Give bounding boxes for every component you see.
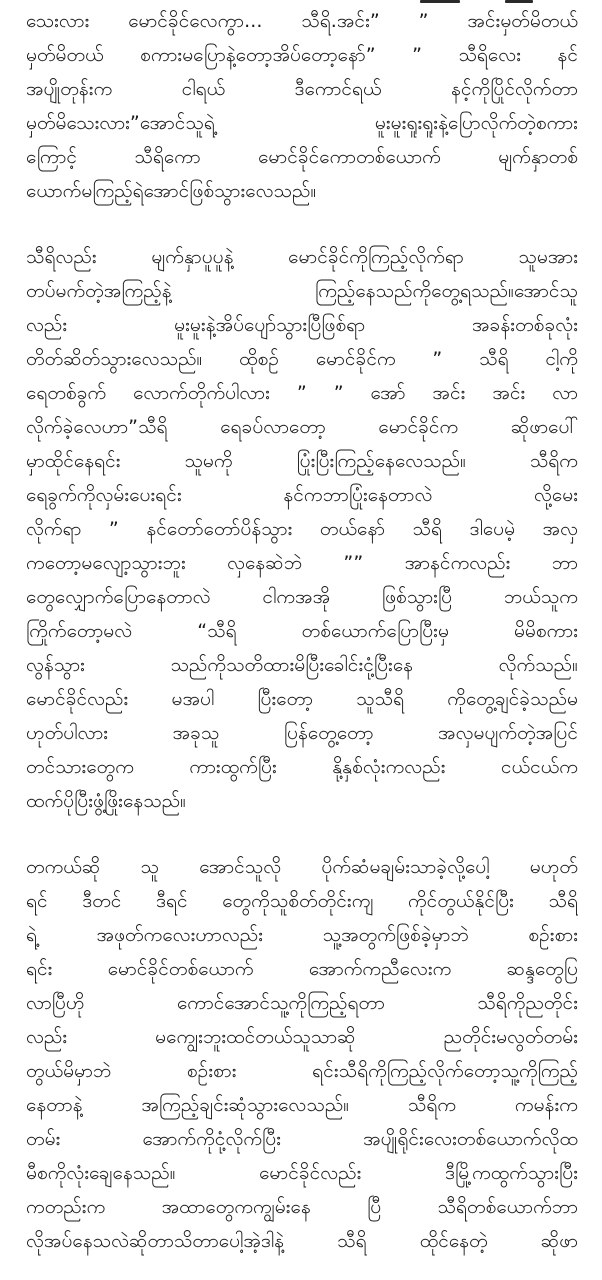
text-line: တမ်း အောက်ကိုငုံ့လိုက်ပြီး အပျိုရိုင်းလေးတစ်ယောက်လိုထ (26, 1128, 578, 1150)
text-line: ရဲ့ အဖုတ်ကလေးဟာလည်း သူ့အတွက်ဖြစ်ခဲ့မှာဘဲ စဉ်းစား (26, 924, 578, 946)
text-line: လွန်သွား သည်ကိုသတိထားမိပြီးခေါင်းငုံ့ပြီးနေ လိုက်သည်။ (26, 654, 578, 676)
text-line: ကတော့မလျော့သွားဘူး လှနေဆဲဘဲ ”” အာနင်ကလည်း ဘာ (26, 552, 578, 574)
paragraph (26, 850, 578, 1258)
text-line: လာပြီဟို ကောင်အောင်သူ့ကိုကြည့်ရတာ သီရိကိုညတိုင်း (26, 992, 578, 1014)
status-bar-icon (505, 0, 533, 3)
text-line: လိုက်ခဲ့လေဟာ”သီရိ ရေခပ်လာတော့ မောင်ခိုင်က ဆိုဖာပေါ် (26, 416, 578, 438)
text-line: မှတ်မိသေးလား”အောင်သူရဲ့ မူးမူးရူးရူးနဲ့ပြောလိုက်တဲ့စကား (26, 112, 578, 134)
text-line: ဟုတ်ပါလား အခုသူ ပြန်တွေ့တော့ အလှမပျက်တဲ့အပြင် (26, 722, 578, 744)
text-line: နေတာနဲ့ အကြည့်ချင်းဆုံသွားလေသည်။ သီရိက ကမန်းက (26, 1094, 578, 1116)
text-line: လိုအပ်နေသလဲဆိုတာသိတာပေါ့အဲ့ဒါနဲ့ သီရိ ထိုင်နေတဲ့ ဆိုဖာ (26, 1230, 578, 1252)
text-line: လည်း မကျွေးဘူးထင်တယ်သူသာဆို ညတိုင်းမလွတ်တမ်း (26, 1026, 578, 1048)
text-line: ယောက်မကြည့်ရဲအောင်ဖြစ်သွားလေသည်။ (26, 180, 317, 202)
text-line: ရေခွက်ကိုလှမ်းပေးရင်း နင်ကဘာပြုံးနေတာလဲ လို့မေး (26, 484, 578, 506)
text-line: သီရိလည်း မျက်နှာပူပူနဲ့ မောင်ခိုင်ကိုကြည့်လိုက်ရာ သူမအား (26, 246, 578, 268)
text-line: တွယ်မိမှာဘဲ စဉ်းစား ရင်းသီရိကိုကြည့်လိုက်တော့သူ့ကိုကြည့် (26, 1060, 578, 1082)
text-line: တပ်မက်တဲ့အကြည့်နဲ့ ကြည့်နေသည်ကိုတွေ့ရသည်။အောင်သူ (26, 280, 578, 302)
text-line: ရင်း မောင်ခိုင်တစ်ယောက် အောက်ကညီလေးက ဆန္ဒတွေပြ (26, 958, 578, 980)
text-line: တကယ်ဆို သူ အောင်သူလို ပိုက်ဆံမချမ်းသာခဲ့လို့ပေါ့ မဟုတ် (26, 856, 578, 878)
text-line: လည်း မူးမူးနဲ့အိပ်ပျော်သွားပြီဖြစ်ရာ အခန်းတစ်ခုလုံး (26, 314, 578, 336)
text-line: မှတ်မိတယ် စကားမပြောနဲ့တော့အိပ်တော့နော်” ” သီရိလေး နင် (26, 44, 578, 66)
text-line: ရေတစ်ခွက် လောက်တိုက်ပါလား ” ” အော် အင်း အင်း လာ (26, 382, 578, 404)
text-line: ကတည်းက အထာတွေကကျွမ်းနေ ပြီ သီရိတစ်ယောက်ဘာ (26, 1196, 578, 1218)
text-line: ထက်ပိုပြီးဖွံ့ဖြိုးနေသည်။ (26, 790, 187, 812)
paragraph (26, 240, 578, 818)
text-line: သေးလား မောင်ခိုင်လေကွာ... သီရိ.အင်း” ” အင်းမှတ်မိတယ် (26, 10, 578, 32)
text-line: ကြောင့် သီရိကော မောင်ခိုင်ကောတစ်ယောက် မျက်နှာတစ် (26, 146, 578, 168)
text-line: မှာထိုင်နေရင်း သူမကို ပြုံးပြီးကြည့်နေလေသည်။ သီရိက (26, 450, 578, 472)
paragraph (26, 4, 578, 208)
text-line: တင်သားတွေက ကားထွက်ပြီး နို့နှစ်လုံးကလည်း ငယ်ငယ်က (26, 756, 578, 778)
text-line: အပျိုတုန်းက ငါရယ် ဒီကောင်ရယ် နင့်ကိုပြိုင်လိုက်တာ (26, 78, 578, 100)
text-line: ရင် ဒီတင် ဒီရင် တွေကိုသူစိတ်တိုင်းကျ ကိုင်တွယ်နိုင်ပြီး သီရိ (26, 890, 578, 912)
status-bar-icon (420, 0, 460, 3)
text-line: တိတ်ဆိတ်သွားလေသည်။ ထိုစဉ် မောင်ခိုင်က ” သီရိ ငါ့ကို (26, 348, 578, 370)
text-line: မောင်ခိုင်လည်း မအပါ ပြီးတော့ သူသီရိ ကိုတွေ့ချင်ခဲ့သည်မ (26, 688, 578, 710)
text-line: ကြိုက်တော့မလဲ “သီရိ တစ်ယောက်ပြောပြီးမှ မိမိစကား (26, 620, 578, 642)
story-text (26, 4, 578, 1280)
text-line: တွေလျှောက်ပြောနေတာလဲ ငါကအအို ဖြစ်သွားပြီ ဘယ်သူက (26, 586, 578, 608)
text-line: လိုက်ရာ ” နင်တော်တော်ပိန်သွား တယ်နော် သီရိ ဒါပေမဲ့ အလှ (26, 518, 578, 540)
text-line: မီစကိုလုံးချေနေသည်။ မောင်ခိုင်လည်း ဒီမြို့ကထွက်သွားပြီး (26, 1162, 578, 1184)
